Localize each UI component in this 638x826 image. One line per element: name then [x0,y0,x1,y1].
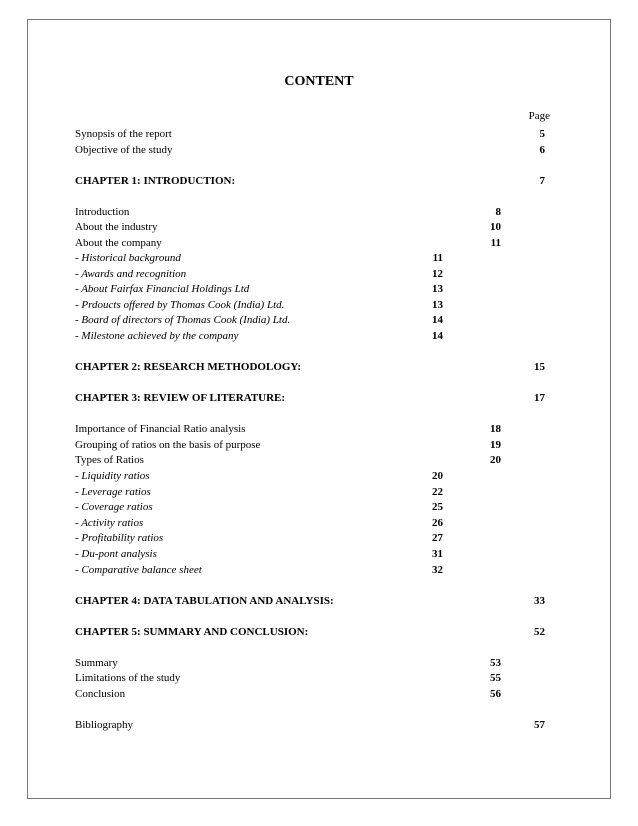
toc-entry-label: About the industry [75,221,158,233]
toc-entry [0,546,638,562]
toc-entry-label: Bibliography [75,719,134,731]
toc-entry [0,452,638,468]
toc-entry [0,468,638,484]
toc-entry-label: - Milestone achieved by the company [75,330,239,342]
toc-entry-page: 18 [490,423,501,435]
toc-entry [0,173,638,189]
toc-entry-label: About the company [75,237,162,249]
toc-entry-page: 10 [490,221,501,233]
toc-entry [0,562,638,578]
toc-entry-page: 27 [432,532,443,544]
toc-entry-page: 7 [539,175,545,187]
toc-entry [0,515,638,531]
toc-entry [0,328,638,344]
toc-entry [0,312,638,328]
toc-entry-label: Grouping of ratios on the basis of purpose [75,439,261,451]
toc-entry [0,421,638,437]
toc-entry-label: Types of Ratios [75,454,144,466]
toc-entry-label: - Awards and recognition [75,268,187,280]
toc-entry [0,359,638,375]
toc-entry [0,624,638,640]
toc-entry [0,530,638,546]
toc-entry-label: - Activity ratios [75,517,144,529]
toc-entry-page: 11 [432,252,443,264]
toc-entry [0,297,638,313]
toc-entry [0,670,638,686]
toc-entry-label: Summary [75,657,118,669]
toc-entry-page: 14 [432,314,443,326]
toc-entry-label: Conclusion [75,688,126,700]
toc-entry-page: 53 [490,657,501,669]
toc-entry [0,281,638,297]
toc-entry-label: - Comparative balance sheet [75,564,202,576]
page-column-header: Page [528,110,550,122]
toc-entry-page: 22 [432,486,443,498]
toc-entry-label: CHAPTER 5: SUMMARY AND CONCLUSION: [75,626,309,638]
toc-entry-page: 8 [495,206,501,218]
toc-entry [0,390,638,406]
toc-entry-page: 25 [432,501,443,513]
toc-entry [0,266,638,282]
toc-entry-page: 55 [490,672,501,684]
toc-entry-label: CHAPTER 1: INTRODUCTION: [75,175,236,187]
toc-entry-label: Objective of the study [75,144,173,156]
toc-entry [0,219,638,235]
toc-entry [0,499,638,515]
toc-entry-page: 56 [490,688,501,700]
toc-entry-page: 11 [490,237,501,249]
toc-entry-page: 19 [490,439,501,451]
toc-entry-label: Importance of Financial Ratio analysis [75,423,246,435]
toc-entry-page: 15 [534,361,545,373]
toc-entry [0,126,638,142]
toc-entry-page: 20 [490,454,501,466]
toc-entry-page: 52 [534,626,545,638]
toc-entry-label: - Profitability ratios [75,532,164,544]
toc-entry-label: - Leverage ratios [75,486,151,498]
toc-entry-label: - Prdoucts offered by Thomas Cook (India) Ltd. [75,299,285,311]
toc-entry [0,437,638,453]
toc-entry-label: - Historical background [75,252,181,264]
toc-entry [0,484,638,500]
toc-entry-page: 17 [534,392,545,404]
toc-entry [0,686,638,702]
page-title: CONTENT [284,74,354,89]
toc-entry-page: 14 [432,330,443,342]
toc-entry-label: - About Fairfax Financial Holdings Ltd [75,283,250,295]
toc-entry-label: CHAPTER 3: REVIEW OF LITERATURE: [75,392,286,404]
toc-entry-label: Introduction [75,206,130,218]
toc-entry [0,593,638,609]
toc-entry [0,235,638,251]
toc-entry-page: 13 [432,283,443,295]
toc-entry [0,204,638,220]
toc-entry-label: Synopsis of the report [75,128,172,140]
toc-entry-label: CHAPTER 4: DATA TABULATION AND ANALYSIS: [75,595,334,607]
toc-entry-label: - Coverage ratios [75,501,153,513]
toc-entry-page: 6 [539,144,545,156]
toc-entry-page: 57 [534,719,545,731]
toc-entry-label: - Board of directors of Thomas Cook (India) Ltd. [75,314,291,326]
toc-entry-page: 12 [432,268,443,280]
toc-entry-label: CHAPTER 2: RESEARCH METHODOLOGY: [75,361,302,373]
toc-entry-page: 13 [432,299,443,311]
toc-entry-page: 26 [432,517,443,529]
toc-entry-page: 31 [432,548,443,560]
toc-entry [0,142,638,158]
toc-entry [0,250,638,266]
toc-entry-label: - Liquidity ratios [75,470,150,482]
toc-entry-page: 20 [432,470,443,482]
toc-entry-page: 32 [432,564,443,576]
toc-entry-label: - Du-pont analysis [75,548,157,560]
toc-entry-label: Limitations of the study [75,672,181,684]
toc-entry-page: 5 [539,128,545,140]
toc-entry-page: 33 [534,595,545,607]
toc-entry [0,655,638,671]
toc-entry [0,717,638,733]
